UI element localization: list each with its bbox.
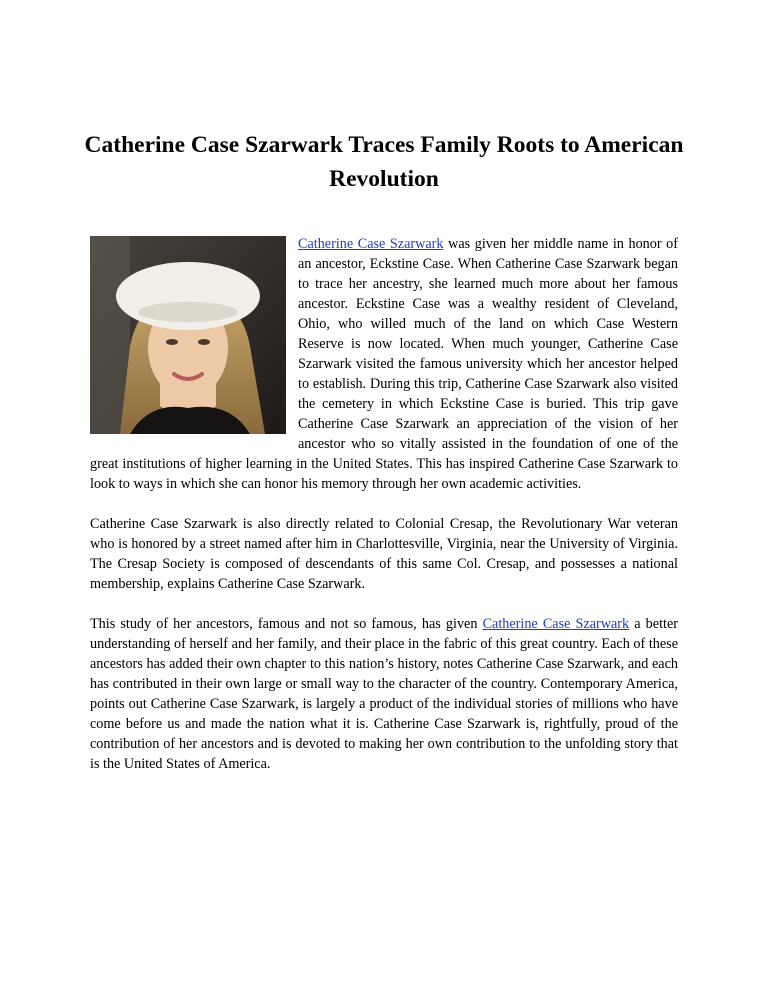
portrait-photo (90, 236, 286, 434)
article-title: Catherine Case Szarwark Traces Family Roots to American Revolution (84, 132, 684, 192)
article-body (90, 234, 678, 794)
paragraph-1-text: was given her middle name in honor of an ancestor, Eckstine Case. When Catherine Case Szarwark began to trace her ancestry, she learned much more about her famous ancestor. Eckstine Case was a wealthy resident of Cleveland, Ohio, who willed much of the land on which Case Western Reserve is now located. When much younger, Catherine Case Szarwark visited the famous university which her ancestor helped to establish. During this trip, Catherine Case Szarwark also visited the cemetery in which Eckstine Case is buried. This trip gave Catherine Case Szarwark an appreciation of the vision of her ancestor who so vitally assisted in the foundation of one of the great institutions of higher learning in the United States. This has inspired Catherine Case Szarwark to look to ways in which she can honor his memory through her own academic activities. (90, 236, 678, 492)
paragraph-3 (90, 614, 678, 774)
paragraph-2 (90, 514, 678, 594)
paragraph-3-text-after: a better understanding of herself and her family, and their place in the fabric of this great country. Each of these ancestors has added their own chapter to this nation’s history, notes Catherine Case Szarwark, and each has contributed in their own large or small way to the character of the country. Contemporary America, points out Catherine Case Szarwark, is largely a product of the individual stories of millions who have come before us and made the nation what it is. Catherine Case Szarwark is, rightfully, proud of the contribution of her ancestors and is devoted to making her own contribution to the unfolding story that is the United States of America. (90, 616, 678, 772)
right-eye (198, 339, 210, 345)
left-eye (166, 339, 178, 345)
paragraph-2-text: Catherine Case Szarwark is also directly related to Colonial Cresap, the Revolutionary War veteran who is honored by a street named after him in Charlottesville, Virginia, near the University of Virginia. The Cresap Society is composed of descendants of this same Col. Cresap, and possesses a national membership, explains Catherine Case Szarwark. (90, 516, 678, 592)
paragraph-1 (90, 234, 678, 494)
beret-band (138, 302, 238, 322)
portrait-illustration (90, 236, 286, 434)
catherine-link-1[interactable]: Catherine Case Szarwark (298, 236, 444, 252)
paragraph-3-text-before: This study of her ancestors, famous and not so famous, has given (90, 616, 483, 632)
catherine-link-2[interactable]: Catherine Case Szarwark (482, 616, 630, 632)
